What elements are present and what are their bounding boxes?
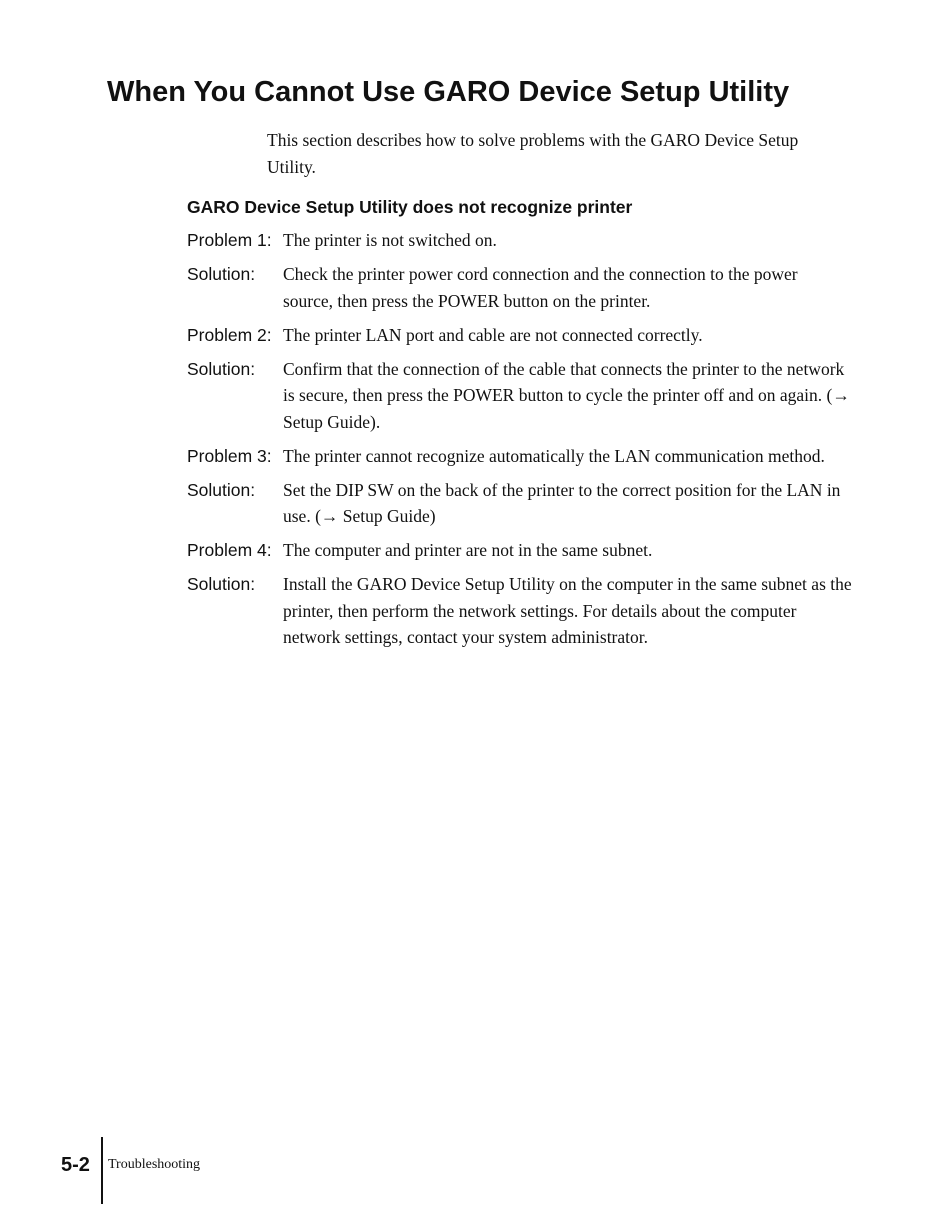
solution-entry	[187, 356, 852, 436]
footer-section-name: Troubleshooting	[108, 1157, 201, 1172]
problem-entry	[187, 443, 852, 470]
page-title: When You Cannot Use GARO Device Setup Utility	[107, 76, 790, 108]
solution-entry	[187, 477, 852, 530]
footer-page-number: 5-2	[61, 1154, 90, 1176]
entry-label: Solution:	[187, 479, 256, 500]
solution-entry	[187, 261, 852, 314]
problem-entry	[187, 537, 852, 564]
entry-label: Solution:	[187, 358, 256, 379]
footer-divider	[101, 1137, 103, 1204]
problem-solution-list	[187, 227, 852, 658]
entry-label: Problem 1:	[187, 230, 272, 250]
entry-label: Problem 3:	[187, 445, 272, 466]
entry-label: Problem 2:	[187, 324, 272, 345]
problem-entry	[187, 322, 852, 349]
intro-paragraph: This section describes how to solve problems with the GARO Device Setup Utility.	[267, 130, 799, 177]
entry-text: The printer cannot recognize automatically the LAN communication method.	[283, 445, 825, 466]
entry-text: Set the DIP SW on the back of the printer to the correct position for the LAN in use. (→ Setup Guide)	[283, 479, 841, 526]
solution-entry	[187, 571, 852, 651]
entry-text: The printer LAN port and cable are not connected correctly.	[283, 324, 703, 345]
entry-text: Check the printer power cord connection and the connection to the power source, then press the POWER button on the printer.	[283, 264, 798, 311]
problem-entry	[187, 227, 852, 254]
entry-text: Install the GARO Device Setup Utility on the computer in the same subnet as the printer, then perform the network settings. For details about the computer network settings, contact your system administrator.	[283, 574, 852, 647]
entry-text: Confirm that the connection of the cable that connects the printer to the network is secure, then press the POWER button to cycle the printer off and on again. (→ Setup Guide).	[283, 358, 850, 432]
section-heading: GARO Device Setup Utility does not recognize printer	[187, 197, 633, 217]
entry-label: Solution:	[187, 574, 256, 594]
entry-label: Solution:	[187, 264, 256, 284]
entry-text: The computer and printer are not in the same subnet.	[283, 540, 653, 560]
entry-label: Problem 4:	[187, 540, 272, 560]
entry-text: The printer is not switched on.	[283, 230, 497, 250]
